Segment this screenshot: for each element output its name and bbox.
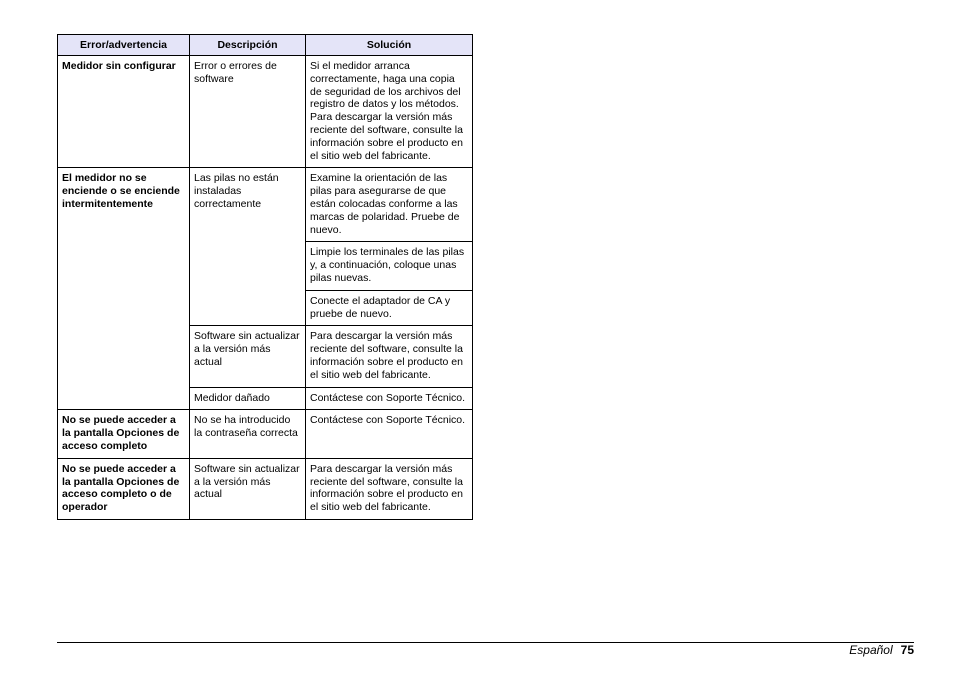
solution-cell: Para descargar la versión más reciente del software, consulte la información sobre el producto en el sitio web del fabricante. bbox=[306, 326, 473, 387]
error-cell: Medidor sin configurar bbox=[58, 56, 190, 168]
table-row bbox=[58, 410, 473, 458]
error-cell: No se puede acceder a la pantalla Opciones de acceso completo bbox=[58, 410, 190, 458]
header-solution: Solución bbox=[306, 35, 473, 56]
description-cell: Software sin actualizar a la versión más actual bbox=[190, 458, 306, 519]
table-row bbox=[58, 458, 473, 519]
solution-cell: Examine la orientación de las pilas para asegurarse de que están colocadas conforme a las marcas de polaridad. Pruebe de nuevo. bbox=[306, 168, 473, 242]
error-cell: El medidor no se enciende o se enciende intermitentemente bbox=[58, 168, 190, 410]
table-header-row bbox=[58, 35, 473, 56]
solution-text: Si el medidor arranca correctamente, haga una copia de seguridad de los archivos del registro de datos y los métodos. bbox=[310, 60, 461, 111]
solution-cell: Para descargar la versión más reciente del software, consulte la información sobre el producto en el sitio web del fabricante. bbox=[306, 458, 473, 519]
table-row bbox=[58, 56, 473, 168]
header-error: Error/advertencia bbox=[58, 35, 190, 56]
description-cell: Medidor dañado bbox=[190, 387, 306, 410]
description-cell: Las pilas no están instaladas correctamente bbox=[190, 168, 306, 326]
solution-cell: Contáctese con Soporte Técnico. bbox=[306, 387, 473, 410]
description-cell: Software sin actualizar a la versión más actual bbox=[190, 326, 306, 387]
table-row bbox=[58, 168, 473, 242]
solution-text: Para descargar la versión más reciente del software, consulte la información sobre el producto en el sitio web del fabricante. bbox=[310, 111, 463, 162]
footer-language: Español bbox=[849, 643, 893, 657]
solution-cell: Limpie los terminales de las pilas y, a continuación, coloque unas pilas nuevas. bbox=[306, 242, 473, 290]
error-cell: No se puede acceder a la pantalla Opciones de acceso completo o de operador bbox=[58, 458, 190, 519]
solution-cell bbox=[306, 56, 473, 168]
solution-cell: Conecte el adaptador de CA y pruebe de nuevo. bbox=[306, 290, 473, 326]
header-description: Descripción bbox=[190, 35, 306, 56]
page-footer bbox=[849, 643, 914, 657]
troubleshooting-table bbox=[57, 34, 473, 520]
page-number: 75 bbox=[900, 643, 914, 657]
description-cell: Error o errores de software bbox=[190, 56, 306, 168]
footer-divider bbox=[57, 642, 914, 643]
solution-cell: Contáctese con Soporte Técnico. bbox=[306, 410, 473, 458]
description-cell: No se ha introducido la contraseña correcta bbox=[190, 410, 306, 458]
